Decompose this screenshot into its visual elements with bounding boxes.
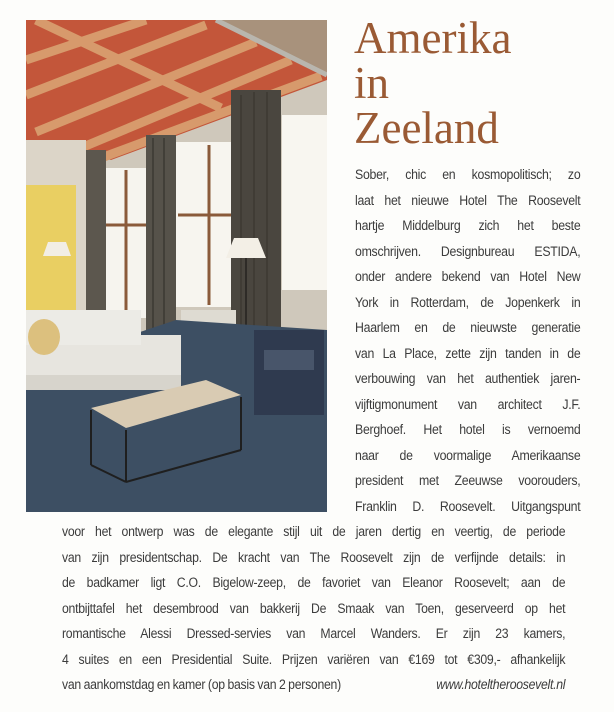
hotel-interior-photo [26, 20, 327, 512]
body-line: van La Place, zette zijn tanden in de [355, 345, 581, 361]
body-line: Berghoef. Het hotel is vernoemd [355, 422, 581, 437]
body-line: Sober, chic en kosmopolitisch; zo [355, 167, 581, 182]
article-body-column [355, 162, 580, 519]
body-line: naar de voormalige Amerikaanse [355, 447, 581, 463]
body-line: de badkamer ligt C.O. Bigelow-zeep, de favoriet van Eleanor Roosevelt; aan de [62, 575, 566, 590]
title-line: in [354, 58, 390, 108]
title-line: Amerika [354, 13, 512, 63]
article-body-wide [62, 519, 565, 698]
body-line: president met Zeeuwse voorouders, [355, 473, 581, 488]
body-line: omschrijven. Designbureau ESTIDA, [355, 243, 581, 259]
hotel-website-link[interactable]: www.hoteltheroosevelt.nl [436, 677, 566, 692]
body-line: Franklin D. Roosevelt. Uitgangspunt [355, 498, 581, 514]
body-line: hartje Middelburg zich het beste [355, 218, 581, 233]
body-line: voor het ontwerp was de elegante stijl uit de jaren dertig en veertig, de periode [62, 524, 566, 539]
body-line: York in Rotterdam, de Jopenkerk in [355, 294, 581, 310]
body-line: vijftigmonument van architect J.F. [355, 396, 581, 412]
body-line: verbouwing van het authentiek jaren- [355, 371, 581, 386]
body-line: van zijn presidentschap. De kracht van The Roosevelt zijn de verfijnde details: in [62, 549, 566, 565]
title-line: Zeeland [354, 103, 499, 153]
body-line: romantische Alessi Dressed-servies van Marcel Wanders. Er zijn 23 kamers, [62, 626, 566, 641]
article-title [354, 13, 512, 153]
body-line: 4 suites en een Presidential Suite. Prijzen variëren van €169 tot €309,- afhankelijk [62, 651, 566, 667]
body-line: van aankomstdag en kamer (op basis van 2 personen) [62, 677, 341, 692]
body-line: Haarlem en de nieuwste generatie [355, 320, 581, 335]
body-line: laat het nieuwe Hotel The Roosevelt [355, 192, 581, 208]
body-line: onder andere bekend van Hotel New [355, 269, 581, 284]
last-body-line [62, 672, 565, 698]
body-line: ontbijttafel het desembrood van bakkerij De Smaak van Toen, geserveerd op het [62, 600, 566, 616]
